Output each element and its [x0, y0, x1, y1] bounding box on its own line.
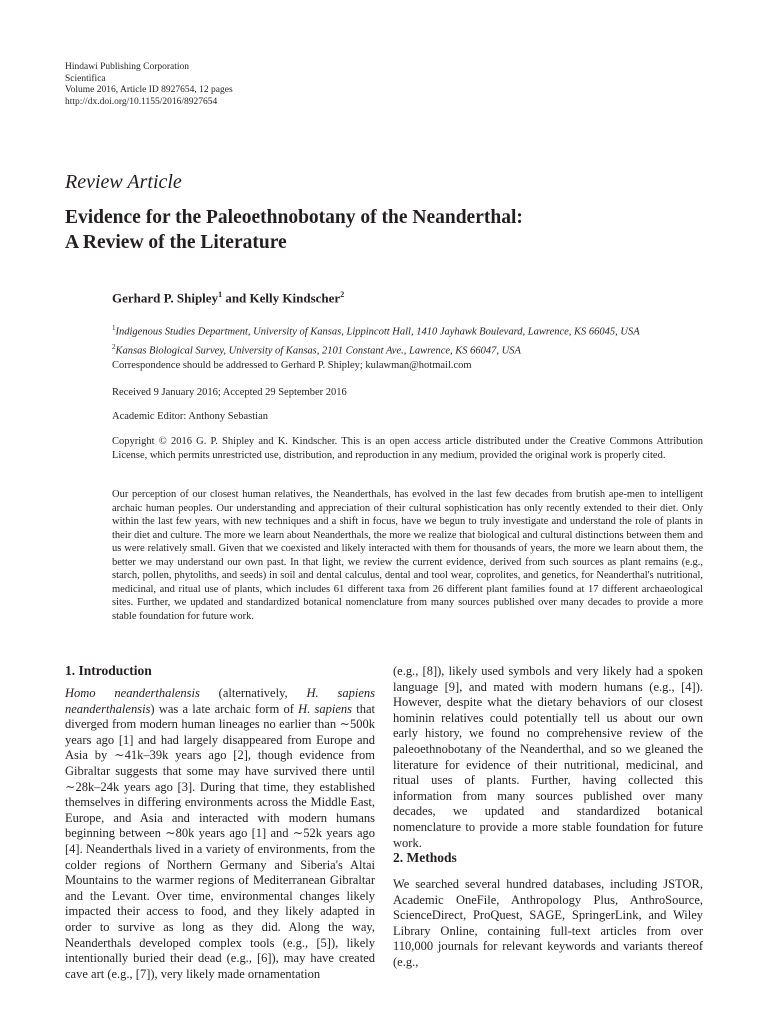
author-list [112, 290, 344, 306]
affiliations [112, 321, 640, 358]
species-name: Homo neanderthalensis [65, 686, 200, 700]
introduction-heading: 1. Introduction [65, 663, 152, 678]
methods-text: We searched several hundred databases, including JSTOR, Academic OneFile, Anthropology Plus, AnthroSource, ScienceDirect, ProQuest, SAGE, SpringerLink, and Wiley Library Online, containing full-text articles from over 110,000 journals for relevant keywords and variants thereof (e.g., [393, 877, 703, 969]
methods-body [393, 877, 703, 971]
introduction-body [65, 686, 375, 982]
intro-text: (alternatively, [199, 686, 307, 700]
received-dates: Received 9 January 2016; Accepted 29 September 2016 [112, 387, 347, 398]
copyright-notice: Copyright © 2016 G. P. Shipley and K. Kindscher. This is an open access article distributed under the Creative Commons Attribution License, which permits unrestricted use, distribution, and reproduction in any medium, provided the original work is properly cited. [112, 436, 703, 461]
species-name: H. sapiens [298, 701, 353, 716]
author-1: Gerhard P. Shipley [112, 290, 219, 306]
intro-continued-text: (e.g., [8]), likely used symbols and very likely had a spoken language [9], and mated with modern humans (e.g., [4]). However, despite what the dietary behaviors of our closest hominin relatives could potentially tell us about our own early history, we found no comprehensive review of the paleoethnobotany of the Neanderthal, and so we gleaned the literature for evidence of their nutritional, medicinal, and ritual uses of plants. Further, having collected this information from many sources published over many decades, we updated and standardized botanical nomenclature to provide a more stable foundation for future work. [393, 664, 703, 850]
journal-header [65, 62, 233, 108]
intro-text: that diverged from modern human lineages no earlier than ∼500k years ago [1] and had largely disappeared from Europe and Asia by ∼41k–39k years ago [2], though evidence from Gibraltar suggests that some may have survived there until ∼28k–24k years ago [3]. During that time, they established themselves in differing environments across the Middle East, Europe, and Asia and interacted with modern humans beginning between ∼80k years ago [1] and ∼52k years ago [4]. Neanderthals lived in a variety of environments, from the colder regions of Northern Germany and Siberia's Altai Mountains to the warmer regions of Mediterranean Gibraltar and the Levant. Over time, environmental changes likely impacted their access to food, and they likely adapted in order to survive as long as they did. Along the way, Neanderthals developed complex tools (e.g., [5]), likely intentionally buried their dead (e.g., [6]), may have created cave art (e.g., [7]), very likely made ornamentation [65, 701, 376, 981]
academic-editor: Academic Editor: Anthony Sebastian [112, 411, 269, 422]
journal-name: Scientifica [65, 73, 106, 84]
abstract: Our perception of our closest human relatives, the Neanderthals, has evolved in the last few decades from brutish ape-men to intelligent archaic human peoples. Our understanding and appreciation of their cultural sophistication has only recently extended to their diet. Only within the last few years, with new techniques and a shift in focus, have we begun to truly investigate and understand the role of plants in their diet and culture. The more we learn about Neanderthals, the more we realize that biological and cultural distinctions between them and us were relatively small. Given that we coexisted and likely interacted with them for thousands of years, the more we learn about them, the better we may understand our own past. In that light, we review the current evidence, derived from such sources as plant remains (e.g., starch, pollen, phytoliths, and seeds) in soil and dental calculus, dental and tool wear, coprolites, and genetics, for Neanderthal's nutritional, medicinal, and ritual use of plants, which includes 61 different taxa from 26 different plant families found at 17 different archaeological sites. Further, we updated and standardized botanical nomenclature from many sources published over many decades to provide a more stable foundation for future work. [112, 489, 703, 622]
publisher-name: Hindawi Publishing Corporation [65, 62, 190, 72]
doi-link[interactable]: http://dx.doi.org/10.1155/2016/8927654 [65, 96, 218, 107]
correspondence: Correspondence should be addressed to Gerhard P. Shipley; kulawman@hotmail.com [112, 360, 472, 371]
affiliation-text: Indigenous Studies Department, University of Kansas, Lippincott Hall, 1410 Jayhawk Boulevard, Lawrence, KS 66045, USA [115, 326, 640, 338]
intro-text: ) was a late archaic form of [150, 701, 299, 716]
author-2: Kelly Kindscher [249, 290, 341, 306]
author-2-affil-mark: 2 [340, 290, 345, 299]
author-1-affil-mark: 1 [218, 290, 223, 299]
author-joiner: and [222, 290, 250, 306]
affiliation-1 [112, 321, 640, 340]
volume-info: Volume 2016, Article ID 8927654, 12 pages [65, 85, 233, 95]
affiliation-2 [112, 340, 640, 359]
article-type: Review Article [65, 171, 182, 193]
methods-heading: 2. Methods [393, 850, 457, 865]
title-line-2: A Review of the Literature [65, 232, 287, 253]
article-title [65, 205, 705, 255]
affiliation-mark: 1 [112, 324, 116, 332]
affiliation-text: Kansas Biological Survey, University of Kansas, 2101 Constant Ave., Lawrence, KS 66047, USA [115, 345, 521, 356]
introduction-continued [393, 664, 703, 851]
title-line-1: Evidence for the Paleoethnobotany of the Neanderthal: [65, 207, 523, 228]
affiliation-mark: 2 [112, 342, 116, 351]
species-name: H. sapiens neanderthalensis [65, 686, 375, 716]
